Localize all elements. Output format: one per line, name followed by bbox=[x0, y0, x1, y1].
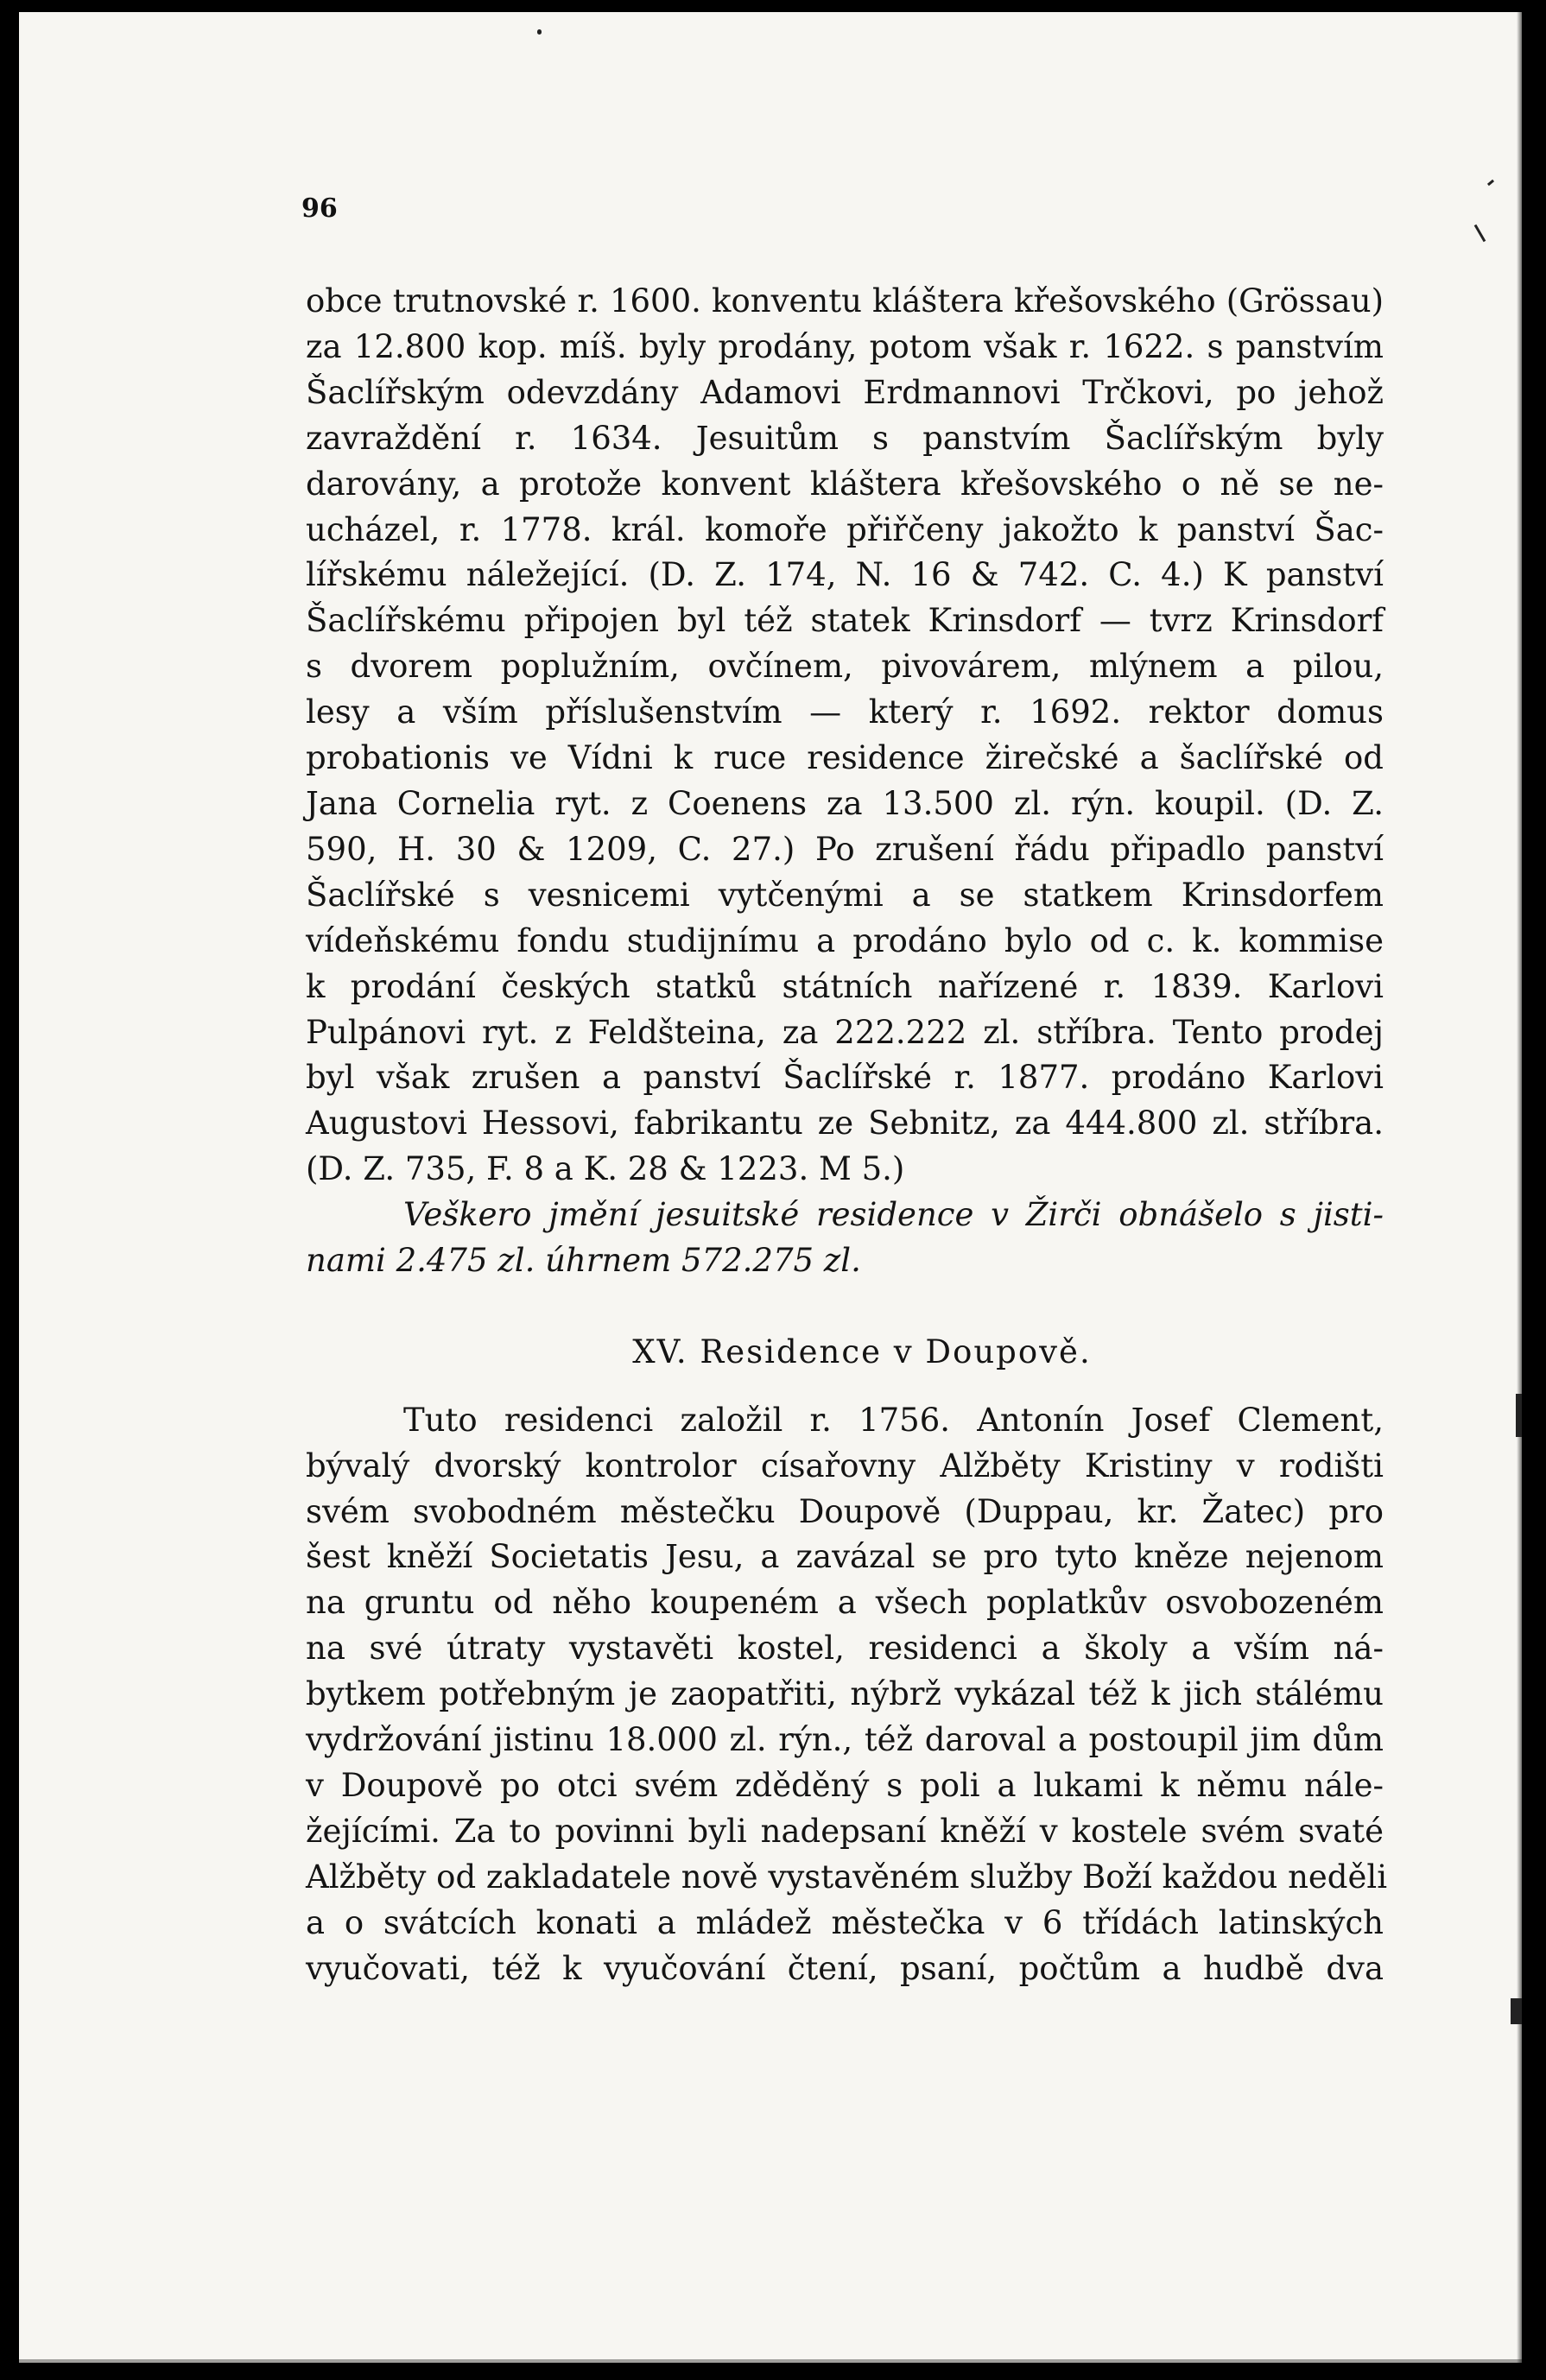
text-line: Veškero jmění jesuitské residence v Žirči obnášelo s jisti- bbox=[403, 1196, 1384, 1234]
paragraph-residence bbox=[306, 1398, 1388, 1992]
text-line: probationis ve Vídni k ruce residence žirečské a šaclířské od bbox=[306, 739, 1384, 777]
text-line: k prodání českých statků státních nařízené r. 1839. Karlovi bbox=[306, 967, 1384, 1005]
text-line: obce trutnovské r. 1600. konventu kláštera křešovského (Grössau) bbox=[306, 282, 1384, 320]
text-line: na své útraty vystavěti kostel, residenci a školy a vším ná- bbox=[306, 1630, 1384, 1668]
text-line: zavraždění r. 1634. Jesuitům s panstvím Šaclířským byly bbox=[306, 419, 1384, 457]
text-line: vyučovati, též k vyučování čtení, psaní, počtům a hudbě dva bbox=[306, 1949, 1384, 1987]
text-line: za 12.800 kop. míš. byly prodány, potom však r. 1622. s panstvím bbox=[306, 327, 1384, 365]
text-line: bývalý dvorský kontrolor císařovny Alžběty Kristiny v rodišti bbox=[306, 1446, 1384, 1484]
text-line: Jana Cornelia ryt. z Coenens za 13.500 zl. rýn. koupil. (D. Z. bbox=[306, 784, 1384, 822]
scan-speck bbox=[1516, 1394, 1522, 1437]
text-line: 590, H. 30 & 1209, C. 27.) Po zrušení řádu připadlo panství bbox=[306, 830, 1384, 868]
text-line: Tuto residenci založil r. 1756. Antonín Josef Clement, bbox=[403, 1401, 1384, 1439]
scan-edge-bottom bbox=[19, 2359, 1522, 2363]
text-line: šest kněží Societatis Jesu, a zavázal se pro tyto kněze nejenom bbox=[306, 1538, 1384, 1576]
text-line: (D. Z. 735, F. 8 a K. 28 & 1223. M 5.) bbox=[306, 1150, 905, 1188]
paragraph-continuation bbox=[306, 279, 1384, 1193]
italic-summary bbox=[306, 1193, 1384, 1284]
text-line: na gruntu od něho koupeném a všech poplatkův osvobozeném bbox=[306, 1584, 1384, 1622]
text-line: byl však zrušen a panství Šaclířské r. 1877. prodáno Karlovi bbox=[306, 1059, 1384, 1097]
text-line: darovány, a protože konvent kláštera křešovského o ně se ne- bbox=[306, 465, 1384, 503]
text-line: vydržování jistinu 18.000 zl. rýn., též daroval a postoupil jim dům bbox=[306, 1721, 1384, 1759]
text-line: bytkem potřebným je zaopatřiti, nýbrž vykázal též k jich stálému bbox=[306, 1675, 1384, 1713]
scan-speck bbox=[1474, 225, 1486, 243]
section-heading: XV. Residence v Doupově. bbox=[632, 1332, 1092, 1370]
text-line: Šaclířské s vesnicemi vytčenými a se statkem Krinsdorfem bbox=[306, 876, 1384, 914]
text-line: v Doupově po otci svém zděděný s poli a lukami k němu nále- bbox=[306, 1766, 1384, 1804]
text-line: s dvorem poplužním, ovčínem, pivovárem, mlýnem a pilou, bbox=[306, 648, 1384, 686]
text-line: Augustovi Hessovi, fabrikantu ze Sebnitz, za 444.800 zl. stříbra. bbox=[306, 1105, 1384, 1143]
body-text bbox=[306, 279, 1388, 1992]
text-line: nami 2.475 zl. úhrnem 572.275 zl. bbox=[306, 1242, 861, 1280]
text-line: žejícími. Za to povinni byli nadepsaní kněží v kostele svém svaté bbox=[306, 1812, 1384, 1850]
document-page bbox=[19, 12, 1522, 2363]
text-line: lířskému náležející. (D. Z. 174, N. 16 & 742. C. 4.) K panství bbox=[306, 556, 1384, 594]
text-line: Alžběty od zakladatele nově vystavěném služby Boží každou neděli bbox=[306, 1858, 1388, 1896]
text-line: Pulpánovi ryt. z Feldšteina, za 222.222 zl. stříbra. Tento prodej bbox=[306, 1013, 1384, 1051]
text-line: Šaclířskému připojen byl též statek Krinsdorf — tvrz Krinsdorf bbox=[306, 602, 1384, 640]
text-line: ucházel, r. 1778. král. komoře přiřčeny jakožto k panství Šac- bbox=[306, 510, 1384, 548]
page-number: 96 bbox=[301, 193, 338, 224]
scan-speck bbox=[537, 29, 542, 35]
text-line: lesy a vším příslušenstvím — který r. 1692. rektor domus bbox=[306, 693, 1384, 731]
text-line: vídeňskému fondu studijnímu a prodáno bylo od c. k. kommise bbox=[306, 921, 1384, 959]
scan-speck bbox=[1511, 1998, 1522, 2024]
text-line: Šaclířským odevzdány Adamovi Erdmannovi Trčkovi, po jehož bbox=[306, 373, 1384, 411]
scan-speck bbox=[1487, 180, 1494, 186]
text-line: a o svátcích konati a mládež městečka v 6 třídách latinských bbox=[306, 1903, 1384, 1941]
text-line: svém svobodném městečku Doupově (Duppau, kr. Žatec) pro bbox=[306, 1492, 1384, 1530]
